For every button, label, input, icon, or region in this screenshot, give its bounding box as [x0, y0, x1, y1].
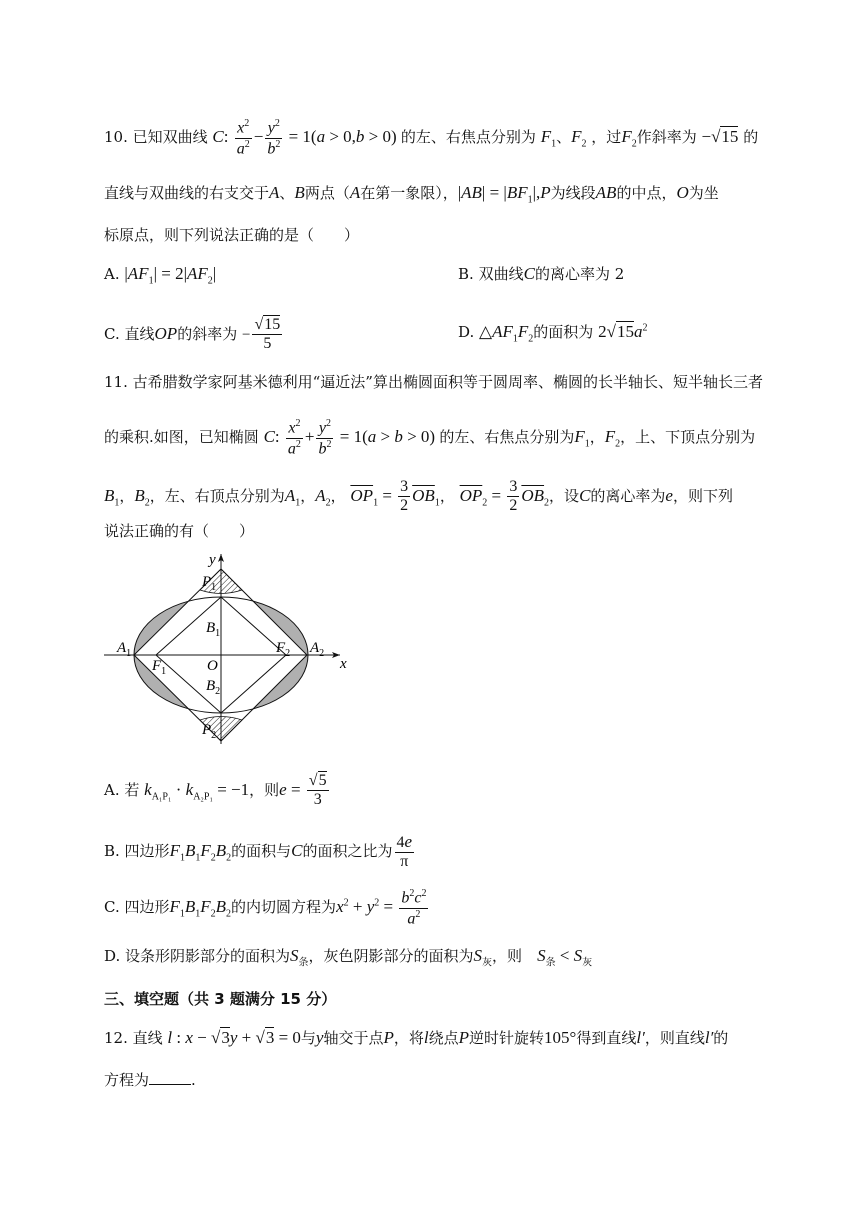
label-p2: $P_2$ [202, 722, 217, 741]
q10-option-c-text-b: 的斜率为 [177, 324, 238, 343]
label-b2: $B_2$ [206, 678, 221, 697]
q10-option-b-label: B. [458, 265, 474, 283]
q11-option-a-formula: $k_{A_1P_1} \cdot k_{A_2P_1} = -1$ [144, 779, 250, 803]
q11-option-a-label: A. 若 [104, 780, 140, 799]
q10-line-3: 标原点，则下列说法正确的是（ ） [104, 226, 360, 244]
q10-line2-e: 的中点， [616, 184, 677, 202]
label-f1: $F_1$ [152, 658, 167, 677]
q10-option-c: C. 直线OP的斜率为 − $\frac{√15}{5}$ [104, 316, 281, 353]
q10-text-c: 作斜率为 [636, 128, 697, 147]
q10-option-d-triangle: $\triangle AF_1F_2$ [479, 322, 534, 345]
q11-option-d-a: D. 设条形阴影部分的面积为 [104, 947, 291, 965]
q11-line3-d: ，则下列 [672, 486, 733, 505]
q10-option-a-label: A. [104, 265, 120, 283]
section-3-title: 三、填空题（共 3 题满分 15 分） [104, 990, 337, 1008]
q10-line2-a: 直线与双曲线的右支交于 [104, 184, 270, 202]
q10-text-d: 的 [743, 128, 759, 147]
q11-option-c-mid: 的内切圆方程为 [231, 898, 337, 917]
q11-ellipse-formula: C: $\frac{x^2}{a^2}$ + $\frac{y^2}{b^2}$ = 1(a > b > 0) [263, 418, 436, 458]
q10-line2-f: 为坐 [688, 184, 719, 202]
q11-option-d: D. 设条形阴影部分的面积为$S_条$，灰色阴影部分的面积为$S_灰$，则 $S_条 < S_灰$ [104, 946, 593, 969]
q10-f2: $F_2$ [571, 127, 587, 150]
q10-option-c-text: 直线 [124, 324, 155, 343]
q11-line-1: 11. 古希腊数学家阿基米德利用“逼近法”算出椭圆面积等于圆周率、椭圆的长半轴长、短半轴长三者 [104, 373, 763, 391]
q10-option-b-text: 双曲线 [478, 265, 524, 283]
q11-option-a-mid: ，则 [249, 780, 280, 799]
q10-ab-condition: $|AB| = |BF_1|,P$ [457, 183, 551, 206]
label-f2: $F_2$ [276, 640, 291, 659]
q11-line-4: 说法正确的有（ ） [104, 522, 255, 540]
q12-line1-a: 12. 直线 [104, 1029, 163, 1047]
q10-slope: −√15 [701, 127, 739, 147]
q10-option-a [104, 264, 216, 287]
q10-option-d-text: 的面积为 [533, 323, 594, 341]
q11-option-b-label: B. 四边形 [104, 841, 170, 860]
q12-line1-f: 逆时针旋转 [469, 1029, 545, 1047]
q11-line-3: $B_1$，$B_2$，左、右顶点分别为$A_1$，$A_2$， $\overline{OP}_1$ = $\frac{3}{2}$ $\overline{OB}_1$， $\overline{OP}_2$ = $\frac{3}{2}$ $\overline{OB}_2$，设C的离心率为e，则下列 [104, 478, 733, 515]
q10-text-a: 的左、右焦点分别为 [400, 128, 536, 147]
q12-line1-i: 的 [713, 1029, 729, 1047]
q10-text-b: ，过 [591, 128, 622, 147]
q10-option-d-area: $2√15a^2$ [598, 322, 648, 341]
q11-option-b-end: 的面积之比为 [302, 841, 393, 860]
q11-option-c: C. 四边形$F_1B_1F_2B_2$的内切圆方程为$x^2 + y^2$ = $\frac{b^2c^2}{a^2}$ [104, 888, 427, 928]
q10-line2-b: 两点（ [304, 184, 350, 202]
q11-option-a: A. 若 $k_{A_1P_1} \cdot k_{A_2P_1} = -1$，则e = $\frac{√5}{3}$ [104, 772, 327, 809]
q11-vector-op2: $\overline{OP}_2$ = [459, 485, 506, 509]
q11-line3-a: ，左、右顶点分别为 [149, 486, 285, 505]
q12-line-2 [104, 1070, 196, 1089]
q10-option-c-label: C. [104, 324, 120, 343]
label-x: x [340, 656, 347, 672]
q11-line-2: 的乘积.如图，已知椭圆 C: $\frac{x^2}{a^2}$ + $\frac{y^2}{b^2}$ = 1(a > b > 0) 的左、右焦点分别为$F_1$，$F_2$，上、下顶点分别为 [104, 418, 756, 458]
q10-option-b-text-b: 的离心率为 2 [534, 265, 625, 283]
q10-line-1: 10. 已知双曲线 C: $\frac{x^2}{a^2}$ − $\frac{y^2}{b^2}$ = 1(a > 0,b > 0) 的左、右焦点分别为 $F_1$、$F_2$ ，过$F_2$作斜率为 −√15 的 [104, 118, 759, 158]
label-b1: $B_1$ [206, 620, 221, 639]
label-a1: $A_1$ [117, 640, 132, 659]
q11-line3-b: ，设 [549, 486, 580, 505]
q12-line1-b: 与 [300, 1029, 316, 1047]
q10-number: 10. 已知双曲线 [104, 128, 208, 147]
q12-line1-h: ，则直线 [644, 1029, 705, 1047]
q12-line1-e: 绕点 [428, 1029, 459, 1047]
q11-option-b: B. 四边形$F_1B_1F_2B_2$的面积与C的面积之比为 $\frac{4e}{\pi}$ [104, 832, 413, 871]
q11-option-c-label: C. 四边形 [104, 898, 170, 917]
q10-line2-d: 为线段 [550, 184, 596, 202]
q10-option-d-label: D. [458, 323, 475, 341]
q11-ellipse-figure [100, 548, 360, 748]
q12-line1-d: ，将 [393, 1029, 424, 1047]
q10-line-2: 直线与双曲线的右支交于A、B两点（A在第一象限），$|AB| = |BF_1|,P$为线段AB的中点，O为坐 [104, 183, 719, 206]
q11-option-d-c: ，则 [492, 947, 523, 965]
q11-line3-c: 的离心率为 [590, 486, 666, 505]
label-o: O [207, 658, 218, 674]
q11-line2-c: ，上、下顶点分别为 [620, 428, 756, 447]
q11-line2-b: 的左、右焦点分别为 [439, 428, 575, 447]
q10-hyperbola-formula: C: $\frac{x^2}{a^2}$ − $\frac{y^2}{b^2}$ = 1(a > 0,b > 0) [212, 118, 397, 158]
q12-line1-g: 得到直线 [576, 1029, 637, 1047]
q11-vector-op1: $\overline{OP}_1$ = [350, 485, 397, 509]
q11-option-d-b: ，灰色阴影部分的面积为 [308, 947, 474, 965]
label-y: y [209, 552, 216, 568]
label-a2: $A_2$ [310, 640, 325, 659]
q10-line2-c: 在第一象限）， [360, 184, 458, 202]
q10-option-d [458, 322, 647, 345]
q12-line1-c: 轴交于点 [323, 1029, 384, 1047]
q11-option-b-mid: 的面积与 [231, 841, 292, 860]
q12-line2-text: 方程为 [104, 1071, 150, 1089]
label-p1: $P_1$ [202, 574, 217, 593]
q12-line-formula: l : x − √3y + √3 = 0 [167, 1028, 301, 1047]
q12-answer-blank[interactable] [149, 1070, 191, 1085]
q12-line-1: 12. 直线 l : x − √3y + √3 = 0与y轴交于点P，将l绕点P逆时针旋转105°得到直线l′，则直线l′的 [104, 1028, 729, 1047]
q10-option-a-formula: $|AF_1| = 2|AF_2|$ [124, 264, 217, 287]
q11-line2-a: 的乘积.如图，已知椭圆 [104, 428, 259, 447]
q10-option-c-fraction: $\frac{√15}{5}$ [254, 316, 281, 353]
q10-f1: $F_1$ [540, 127, 557, 150]
q12-line2-end: . [191, 1071, 196, 1089]
q10-option-b: B. 双曲线C的离心率为 2 [458, 264, 625, 283]
